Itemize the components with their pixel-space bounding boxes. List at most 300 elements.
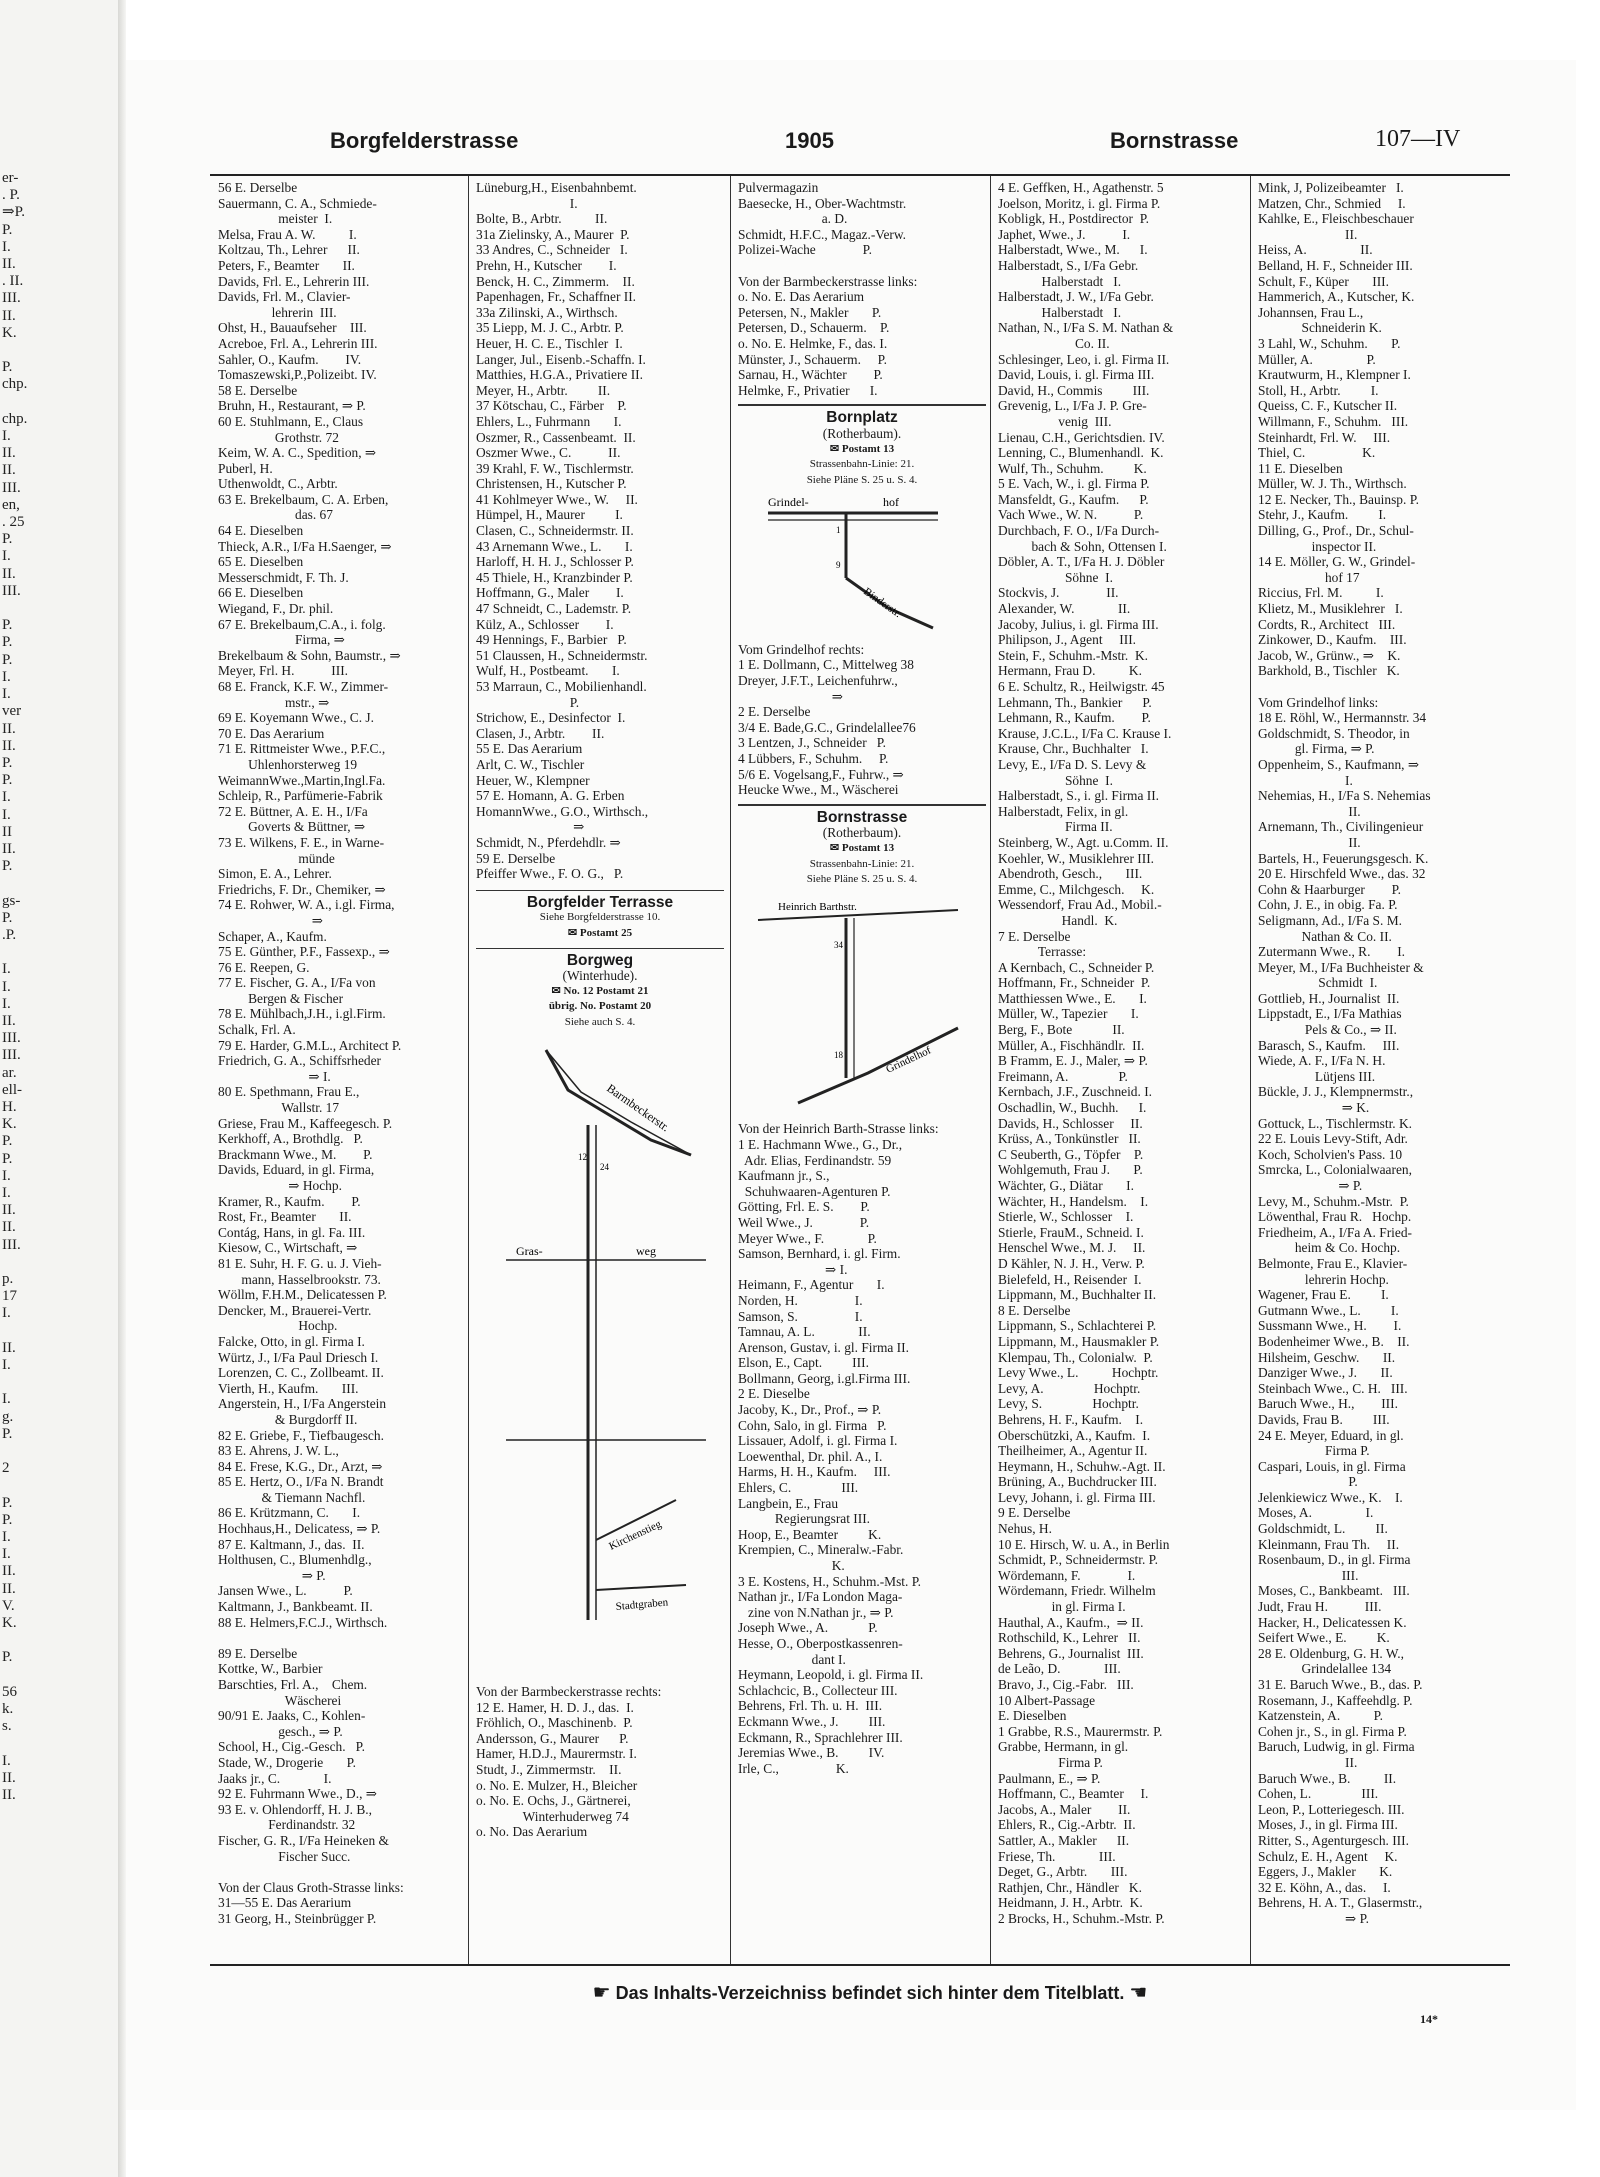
directory-entry: 72 E. Büttner, A. E. H., I/Fa	[218, 803, 368, 819]
directory-entry: Kahlke, E., Fleischbeschauer	[1258, 211, 1414, 227]
directory-entry: Contág, Hans, in gl. Fa. III.	[218, 1224, 366, 1240]
directory-entry: 39 Krahl, F. W., Tischlermstr.	[476, 460, 634, 476]
directory-entry: 85 E. Hertz, O., I/Fa N. Brandt	[218, 1474, 384, 1490]
directory-entry: Wördemann, Friedr. Wilhelm	[998, 1583, 1156, 1599]
directory-entry: K.	[738, 1558, 845, 1573]
directory-entry: Schlachcic, B., Collecteur III.	[738, 1682, 898, 1698]
directory-entry: a. D.	[738, 211, 848, 227]
directory-entry: Hoop, E., Beamter K.	[738, 1526, 882, 1542]
directory-entry: o. No. E. Helmke, F., das. I.	[738, 335, 888, 351]
directory-entry: Stehr, J., Kaufm. I.	[1258, 507, 1387, 523]
directory-entry: A Kernbach, C., Schneider P.	[998, 959, 1155, 975]
directory-entry: Koch, Scholvien's Pass. 10	[1258, 1146, 1403, 1162]
directory-entry: Wächter, G., Diätar I.	[998, 1178, 1134, 1193]
directory-entry: 80 E. Spethmann, Frau E.,	[218, 1084, 360, 1100]
directory-entry: Oppenheim, S., Kaufmann, ⇒	[1258, 756, 1420, 772]
edge-text	[2, 1254, 58, 1271]
directory-entry: Clasen, C., Schneidermstr. II.	[476, 523, 634, 539]
directory-entry	[218, 1864, 466, 1880]
directory-entry: Firma P.	[998, 1754, 1103, 1770]
directory-entry: Wöllm, F.H.M., Delicatessen P.	[218, 1287, 387, 1303]
directory-entry: 60 E. Stuhlmann, E., Claus	[218, 413, 364, 429]
directory-entry: Kernbach, J.F., Zuschneid. I.	[998, 1084, 1152, 1100]
section-ref: Siehe Borgfelderstrasse 10.	[539, 911, 661, 924]
directory-entry: Sauermann, C. A., Schmiede-	[218, 195, 377, 211]
directory-entry: Katzenstein, A. P.	[1258, 1708, 1383, 1724]
directory-entry: 31—55 E. Das Aerarium	[218, 1895, 352, 1911]
map-label-heinrich-barthstr: Heinrich Barthstr.	[778, 900, 857, 913]
directory-entry: Zinkower, D., Kaufm. III.	[1258, 632, 1407, 648]
directory-entry: 83 E. Ahrens, J. W. L.,	[218, 1443, 339, 1459]
directory-entry: Levy, Johann, i. gl. Firma III.	[998, 1489, 1156, 1505]
directory-entry: II.	[1258, 1754, 1358, 1770]
directory-entry: Heuer, H. C. E., Tischler I.	[476, 335, 623, 351]
directory-entry: Kottke, W., Barbier	[218, 1661, 323, 1677]
directory-entry: Halberstadt I.	[998, 273, 1122, 289]
edge-text: I.	[2, 668, 11, 685]
directory-entry: 31a Zielinsky, A., Maurer P.	[476, 226, 630, 242]
directory-entry: Stade, W., Drogerie P.	[218, 1754, 356, 1770]
edge-text	[2, 394, 58, 411]
directory-entry: Harloff, H. H. J., Schlosser P.	[476, 554, 634, 570]
directory-entry: Rathjen, Chr., Händler K.	[998, 1879, 1142, 1895]
directory-entry: Firma P.	[1258, 1443, 1370, 1459]
directory-entry: 63 E. Brekelbaum, C. A. Erben,	[218, 491, 389, 507]
directory-entry: Danziger Wwe., J. II.	[1258, 1365, 1393, 1381]
directory-entry: 18 E. Röhl, W., Hermannstr. 34	[1258, 710, 1427, 726]
directory-entry: Ferdinandstr. 32	[218, 1817, 356, 1833]
edge-text: II.	[2, 256, 16, 273]
edge-text: III.	[2, 1030, 21, 1047]
directory-entry: Eggers, J., Makler K.	[1258, 1864, 1393, 1880]
directory-entry: Vach Wwe., W. N. P.	[998, 507, 1144, 523]
map-label-stadtgraben: Stadtgraben	[615, 1596, 669, 1614]
directory-entry: Strichow, E., Desinfector I.	[476, 710, 626, 726]
directory-entry: Goverts & Büttner, ⇒	[218, 819, 366, 835]
directory-entry: venig III.	[998, 413, 1112, 429]
map-label-barmbeckerstr: Barmbeckerstr.	[604, 1081, 673, 1135]
directory-entry: Lippmann, M., Buchhalter II.	[998, 1287, 1157, 1303]
directory-entry: David, Louis, i. gl. Firma III.	[998, 367, 1155, 383]
directory-entry: Bergen & Fischer	[218, 990, 344, 1006]
directory-entry: Schlesinger, Leo, i. gl. Firma II.	[998, 351, 1170, 367]
edge-text: P.	[2, 1425, 13, 1442]
directory-entry: 73 E. Wilkens, F. E., in Warne-	[218, 834, 385, 850]
directory-entry: 1 E. Hachmann Wwe., G., Dr.,	[738, 1136, 903, 1152]
directory-entry: 58 E. Derselbe	[218, 382, 298, 398]
directory-entry: C Seuberth, G., Töpfer P.	[998, 1146, 1144, 1162]
edge-text: III.	[2, 1047, 21, 1064]
directory-entry: Stierle, W., Schlosser I.	[998, 1209, 1134, 1225]
directory-entry: Cordts, R., Architect III.	[1258, 616, 1396, 632]
directory-entry: Terrasse:	[998, 944, 1087, 960]
directory-entry: Arlt, C. W., Tischler	[476, 756, 585, 772]
directory-entry: 68 E. Franck, K.F. W., Zimmer-	[218, 679, 389, 694]
section-postamt: ✉ Postamt 13	[829, 842, 895, 854]
directory-entry: Müller, W. J. Th., Wirthsch.	[1258, 476, 1407, 492]
directory-entry: hof 17	[1258, 569, 1360, 585]
edge-text: I.	[2, 1546, 11, 1563]
directory-entry: Hoffmann, C., Beamter I.	[998, 1786, 1149, 1802]
directory-entry: Lehmann, R., Kaufm. P.	[998, 710, 1151, 726]
directory-entry: 82 E. Griebe, F., Tiefbaugesch.	[218, 1427, 384, 1443]
directory-entry: E. Dieselben	[998, 1708, 1067, 1724]
directory-entry: Krause, Chr., Buchhalter I.	[998, 741, 1149, 757]
edge-text: . 25	[2, 514, 25, 531]
directory-entry: Freimann, A. P.	[998, 1068, 1128, 1084]
footer-notice	[470, 1980, 1270, 2005]
directory-entry: Messerschmidt, F. Th. J.	[218, 569, 349, 585]
directory-entry: Hochp.	[218, 1318, 338, 1334]
directory-entry: 31 Georg, H., Steinbrügger P.	[218, 1910, 377, 1926]
directory-entry: Joelson, Moritz, i. gl. Firma P.	[998, 195, 1161, 211]
directory-entry: 22 E. Louis Levy-Stift, Adr.	[1258, 1131, 1408, 1147]
directory-entry: Schmidt, H.F.C., Magaz.-Verw.	[738, 226, 907, 242]
directory-entry: Weil Wwe., J. P.	[738, 1214, 870, 1230]
directory-entry: Söhne I.	[998, 772, 1113, 788]
directory-entry: Pfeiffer Wwe., F. O. G., P.	[476, 866, 624, 882]
directory-entry: Kerkhoff, A., Brothdlg. P.	[218, 1131, 363, 1147]
directory-entry: Lüneburg,H., Eisenbahnbemt.	[476, 180, 637, 195]
edge-text: k.	[2, 1701, 14, 1718]
directory-entry: Davids, Frl. E., Lehrerin III.	[218, 273, 370, 289]
directory-entry: Berg, F., Bote II.	[998, 1022, 1125, 1038]
directory-entry: Grothstr. 72	[218, 429, 339, 445]
edge-text: ⇒P.	[2, 204, 25, 221]
edge-text: s.	[2, 1718, 12, 1735]
directory-entry: 33a Zilinski, A., Wirthsch.	[476, 304, 618, 320]
directory-entry: Halberstadt I.	[998, 304, 1122, 320]
header-page-number: 107—IV	[1375, 126, 1461, 152]
directory-entry: Jelenkiewicz Wwe., K. I.	[1258, 1489, 1403, 1505]
edge-text: II.	[2, 1580, 16, 1597]
directory-entry: Heiss, A. II.	[1258, 242, 1373, 258]
edge-text: I.	[2, 1357, 11, 1374]
column-2	[476, 180, 724, 1955]
directory-entry: in gl. Firma I.	[998, 1599, 1126, 1615]
directory-entry: 90/91 E. Jaaks, C., Kohlen-	[218, 1708, 366, 1724]
edge-text	[2, 875, 58, 892]
directory-entry: 37 Kötschau, C., Färber P.	[476, 398, 627, 414]
directory-entry: o. No. Das Aerarium	[476, 1824, 588, 1840]
edge-text: en,	[2, 496, 20, 513]
edge-text: III.	[2, 1236, 21, 1253]
directory-entry: Nathan & Co. II.	[1258, 928, 1392, 944]
directory-entry: Jacoby, Julius, i. gl. Firma III.	[998, 616, 1159, 632]
edge-text: I.	[2, 995, 11, 1012]
edge-text: I.	[2, 961, 11, 978]
section-title-borgweg: Borgweg	[566, 952, 634, 969]
edge-text: P.	[2, 1494, 13, 1511]
directory-entry: Söhne I.	[998, 569, 1113, 585]
directory-entry: Rothschild, K., Lehrer II.	[998, 1630, 1141, 1646]
directory-entry: Hesse, O., Oberpostkassenren-	[738, 1635, 903, 1651]
directory-entry: 53 Marraun, C., Mobilienhandl.	[476, 679, 647, 694]
directory-entry: 59 E. Derselbe	[476, 850, 556, 866]
directory-entry: ⇒	[738, 688, 843, 704]
edge-text: P.	[2, 651, 13, 668]
directory-entry: Zutermann Wwe., R. I.	[1258, 944, 1406, 960]
directory-entry: Friedrich, G. A., Schiffsrheder	[218, 1053, 382, 1069]
directory-entry: Von der Heinrich Barth-Strasse links:	[738, 1121, 939, 1137]
directory-entry: heim & Co. Hochp.	[1258, 1240, 1401, 1256]
directory-entry: Lütjens III.	[1258, 1068, 1376, 1084]
column-1	[218, 180, 466, 1955]
directory-entry: Levy, A. Hochptr.	[998, 1380, 1141, 1396]
directory-entry: inspector II.	[1258, 538, 1377, 554]
directory-entry: 14 E. Möller, G. W., Grindel-	[1258, 554, 1416, 570]
directory-entry: Oberschützki, A., Kaufm. I.	[998, 1427, 1151, 1443]
edge-text: P.	[2, 858, 13, 875]
directory-entry: Jaaks jr., C. I.	[218, 1770, 332, 1786]
directory-entry: lehrerin III.	[218, 304, 337, 320]
directory-entry: Bückle, J. J., Klempnermstr.,	[1258, 1084, 1414, 1100]
directory-entry: Stierle, FrauM., Schneid. I.	[998, 1224, 1144, 1240]
directory-entry: Goldschmidt, S. Theodor, in	[1258, 725, 1410, 741]
edge-text: II.	[2, 1769, 16, 1786]
directory-entry: Johannsen, Frau L.,	[1258, 304, 1364, 320]
column-divider	[990, 176, 991, 1964]
directory-entry: 28 E. Oldenburg, G. H. W.,	[1258, 1645, 1404, 1661]
edge-text: ell-	[2, 1081, 22, 1098]
directory-entry: Gutmann Wwe., L. I.	[1258, 1302, 1399, 1318]
directory-entry: Barschties, Frl. A., Chem.	[218, 1677, 368, 1692]
directory-entry: Wulf, H., Postbeamt. I.	[476, 663, 620, 679]
directory-entry: 3 E. Kostens, H., Schuhm.-Mst. P.	[738, 1573, 922, 1589]
edge-text	[2, 342, 58, 359]
directory-entry: D Kähler, N. J. H., Verw. P.	[998, 1255, 1145, 1271]
edge-text: II.	[2, 720, 16, 737]
directory-entry: Samson, S. I.	[738, 1308, 863, 1324]
directory-entry: Philipson, J., Agent III.	[998, 632, 1136, 648]
directory-entry: Schult, F., Küper III.	[1258, 273, 1389, 289]
directory-entry: Hoffmann, Fr., Schneider P.	[998, 975, 1151, 991]
directory-entry: Bodenheimer Wwe., B. II.	[1258, 1333, 1410, 1349]
directory-entry: Bartels, H., Feuerungsgesch. K.	[1258, 850, 1429, 866]
directory-entry: Schmidt, N., Pferdehdlr. ⇒	[476, 834, 621, 850]
edge-text: p.	[2, 1271, 14, 1287]
directory-entry: Hermann, Frau D. K.	[998, 663, 1142, 679]
directory-entry: Holthusen, C., Blumenhdlg.,	[218, 1552, 372, 1568]
directory-entry: Fröhlich, O., Maschinenb. P.	[476, 1715, 633, 1731]
directory-entry: 51 Claussen, H., Schneidermstr.	[476, 647, 648, 663]
directory-entry: Firma II.	[998, 819, 1113, 835]
directory-entry: Heuer, W., Klempner	[476, 772, 590, 788]
directory-entry: 92 E. Fuhrmann Wwe., D., ⇒	[218, 1786, 377, 1802]
directory-entry: Co. II.	[998, 335, 1110, 351]
directory-entry: Levy, E., I/Fa D. S. Levy &	[998, 756, 1147, 772]
directory-entry: Grabbe, Hermann, in gl.	[998, 1739, 1129, 1755]
edge-text: P.	[2, 1133, 13, 1150]
directory-entry: 93 E. v. Ohlendorff, H. J. B.,	[218, 1801, 372, 1817]
edge-text: I.	[2, 978, 11, 995]
directory-entry: Ehlers, C. III.	[738, 1480, 859, 1496]
directory-entry: Koltzau, Th., Lehrer II.	[218, 242, 360, 258]
directory-entry: P.	[476, 694, 580, 710]
directory-entry: Ritter, S., Agenturgesch. III.	[1258, 1832, 1409, 1848]
directory-entry: Tamnau, A. L. II.	[738, 1324, 871, 1340]
directory-entry: ⇒ P.	[1258, 1910, 1369, 1926]
directory-entry: Moses, C., Bankbeamt. III.	[1258, 1583, 1410, 1599]
pointing-hand-icon: ☚	[1129, 1982, 1148, 2004]
directory-entry: Heimann, F., Agentur I.	[738, 1277, 885, 1293]
directory-entry: Wächter, H., Handelsm. I.	[998, 1193, 1149, 1209]
edge-text: II.	[2, 307, 16, 324]
edge-text	[2, 1374, 58, 1391]
directory-entry: Cohn & Haarburger P.	[1258, 881, 1401, 897]
directory-entry: Rosenbaum, D., in gl. Firma	[1258, 1552, 1411, 1568]
directory-entry: 81 E. Suhr, H. F. G. u. J. Vieh-	[218, 1255, 382, 1271]
directory-entry: 12 E. Hamer, H. D. J., das. I.	[476, 1699, 634, 1715]
edge-text: P.	[2, 617, 13, 634]
edge-text: 2	[2, 1460, 10, 1477]
directory-entry: 57 E. Homann, A. G. Erben	[476, 788, 625, 804]
directory-entry: Külz, A., Schlosser I.	[476, 616, 614, 632]
directory-entry	[738, 258, 986, 274]
edge-text: I.	[2, 789, 11, 806]
map-label-binderstr: Binderstr.	[861, 585, 904, 621]
directory-entry: Schmidt I.	[1258, 975, 1378, 991]
directory-entry: 10 Albert-Passage	[998, 1692, 1096, 1708]
directory-entry: Polizei-Wache P.	[738, 242, 872, 258]
directory-entry: 76 E. Reepen, G.	[218, 959, 310, 975]
directory-entry: Henschel Wwe., M. J. II.	[998, 1240, 1146, 1256]
section-title-bornplatz: Bornplatz	[826, 410, 898, 426]
directory-entry: Simon, E. A., Lehrer.	[218, 866, 332, 882]
directory-entry: Deget, G., Arbtr. III.	[998, 1864, 1128, 1880]
directory-entry: 49 Hennings, F., Barbier P.	[476, 632, 627, 648]
section-title-bornstrasse: Bornstrasse	[816, 809, 908, 826]
edge-text: II.	[2, 737, 16, 754]
directory-entry: Ehlers, L., Fuhrmann I.	[476, 413, 622, 429]
directory-entry: Puberl, H.	[218, 460, 273, 476]
directory-entry: gesch., ⇒ P.	[218, 1723, 343, 1739]
directory-entry: Dencker, M., Brauerei-Vertr.	[218, 1302, 372, 1318]
directory-entry: Alexander, W. II.	[998, 601, 1131, 617]
directory-entry: Hacker, H., Delicatessen K.	[1258, 1614, 1407, 1630]
directory-entry: ⇒ P.	[218, 1567, 326, 1583]
directory-entry: Seligmann, Ad., I/Fa S. M.	[1258, 912, 1402, 928]
directory-entry: 3/4 E. Bade,G.C., Grindelallee76	[738, 719, 916, 735]
directory-entry: Adr. Elias, Ferdinandstr. 59	[738, 1152, 892, 1168]
directory-entry: Wohlgemuth, Frau J. P.	[998, 1162, 1143, 1178]
directory-entry: Löwenthal, Frau R. Hochp.	[1258, 1209, 1412, 1225]
directory-entry: II.	[1258, 226, 1358, 242]
directory-entry: Heucke Wwe., M., Wäscherei	[738, 782, 899, 798]
directory-entry: Nathan jr., I/Fa London Maga-	[738, 1589, 903, 1605]
directory-entry: Halberstadt, S., i. gl. Firma II.	[998, 788, 1160, 804]
directory-entry: das. 67	[218, 507, 333, 523]
map-house-number: 18	[834, 1049, 843, 1060]
directory-entry: Krause, J.C.L., I/Fa C. Krause I.	[998, 725, 1172, 741]
signature-mark: 14*	[1420, 2012, 1438, 2026]
directory-entry: Müller, A. P.	[1258, 351, 1376, 367]
directory-entry: Wallstr. 17	[218, 1100, 340, 1116]
directory-entry: Seifert Wwe., E. K.	[1258, 1630, 1390, 1646]
directory-entry: 8 E. Derselbe	[998, 1302, 1071, 1318]
directory-entry: 79 E. Harder, G.M.L., Architect P.	[218, 1037, 402, 1053]
edge-text: I.	[2, 1752, 11, 1769]
directory-entry: Meyer, H., Arbtr. II.	[476, 382, 611, 398]
directory-entry: Nehemias, H., I/Fa S. Nehemias	[1258, 788, 1431, 804]
section-ref: Siehe Pläne S. 25 u. S. 4.	[806, 473, 918, 486]
directory-entry: ⇒ Hochp.	[218, 1178, 342, 1193]
map-house-number: 34	[834, 939, 843, 950]
directory-entry: Leon, P., Lotteriegesch. III.	[1258, 1801, 1405, 1817]
directory-entry: II.	[1258, 834, 1361, 850]
directory-entry: Cohen jr., S., in gl. Firma P.	[1258, 1723, 1407, 1739]
directory-entry: 56 E. Derselbe	[218, 180, 298, 195]
directory-entry: Thiel, C. K.	[1258, 445, 1376, 461]
header-year: 1905	[785, 128, 834, 153]
edge-text: ver	[2, 703, 22, 720]
directory-entry: Stockvis, J. II.	[998, 585, 1119, 601]
directory-entry: Hochhaus,H., Delicatess, ⇒ P.	[218, 1521, 381, 1537]
directory-entry: Von der Barmbeckerstrasse rechts:	[476, 1684, 662, 1700]
directory-entry: Steinberg, W., Agt. u.Comm. II.	[998, 834, 1169, 850]
edge-text	[2, 1632, 58, 1649]
directory-entry: Caspari, Louis, in gl. Firma	[1258, 1458, 1406, 1474]
directory-entry: 78 E. Mühlbach,J.H., i.gl.Firm.	[218, 1006, 386, 1022]
directory-entry: David, H., Commis III.	[998, 382, 1150, 398]
directory-entry: School, H., Cig.-Gesch. P.	[218, 1739, 365, 1755]
section-linie: Strassenbahn-Linie: 21.	[809, 458, 915, 471]
directory-entry: & Tiemann Nachfl.	[218, 1489, 366, 1505]
directory-entry: Pels & Co., ⇒ II.	[1258, 1022, 1397, 1038]
directory-entry: 9 E. Derselbe	[998, 1505, 1071, 1521]
directory-entry: 70 E. Das Aerarium	[218, 725, 325, 741]
directory-entry: 45 Thiele, H., Kranzbinder P.	[476, 569, 633, 585]
directory-entry: mann, Hasselbrookstr. 73.	[218, 1271, 381, 1287]
directory-entry: bach & Sohn, Ottensen I.	[998, 538, 1167, 554]
directory-entry: Lissauer, Adolf, i. gl. Firma I.	[738, 1433, 898, 1449]
header-rule	[210, 174, 1510, 176]
directory-entry: 2 E. Dieselbe	[738, 1386, 810, 1402]
directory-entry: Arnemann, Th., Civilingenieur	[1258, 819, 1424, 835]
directory-entry: Lippmann, S., Schlachterei P.	[998, 1318, 1157, 1334]
directory-entry: Schuhwaaren-Agenturen P.	[738, 1183, 891, 1199]
edge-text: II.	[2, 445, 16, 462]
directory-entry: Behrens, H. F., Kaufm. I.	[998, 1411, 1144, 1427]
directory-entry: Friedrichs, F. Dr., Chemiker, ⇒	[218, 881, 386, 897]
directory-entry: mstr., ⇒	[218, 694, 330, 710]
directory-entry: 88 E. Helmers,F.C.J., Wirthsch.	[218, 1614, 388, 1630]
directory-entry: Davids, Frl. M., Clavier-	[218, 289, 351, 305]
directory-entry: Levy Wwe., L. Hochptr.	[998, 1365, 1159, 1381]
directory-entry: Langer, Jul., Eisenb.-Schaffn. I.	[476, 351, 646, 367]
directory-entry: Krüss, A., Tonkünstler II.	[998, 1131, 1141, 1147]
column-2-entries	[476, 180, 724, 882]
directory-entry: de Leão, D. III.	[998, 1661, 1121, 1677]
directory-entry: 66 E. Dieselben	[218, 585, 304, 601]
directory-entry: Friese, Th. III.	[998, 1848, 1116, 1864]
directory-entry: Nehus, H.	[998, 1521, 1052, 1537]
edge-text: P.	[2, 909, 13, 926]
directory-entry: Joseph Wwe., A. P.	[738, 1620, 878, 1636]
directory-entry: Lienau, C.H., Gerichtsdien. IV.	[998, 429, 1165, 445]
edge-text: I.	[2, 686, 11, 703]
directory-entry: Hauthal, A., Kaufm., ⇒ II.	[998, 1614, 1144, 1630]
directory-entry: Klempau, Th., Colonialw. P.	[998, 1349, 1153, 1365]
directory-entry: o. No. E. Das Aerarium	[738, 289, 865, 305]
directory-entry: Kramer, R., Kaufm. P.	[218, 1193, 361, 1209]
directory-entry: 20 E. Hirschfeld Wwe., das. 32	[1258, 866, 1426, 882]
directory-entry: Regierungsrat III.	[738, 1511, 871, 1527]
directory-entry: ⇒ K.	[1258, 1100, 1370, 1116]
footer-text: Das Inhalts-Verzeichniss befindet sich hinter dem Titelblatt.	[615, 1983, 1125, 2003]
section-subtitle: (Rotherbaum).	[822, 825, 902, 841]
directory-entry: Falcke, Otto, in gl. Firma I.	[218, 1333, 365, 1349]
